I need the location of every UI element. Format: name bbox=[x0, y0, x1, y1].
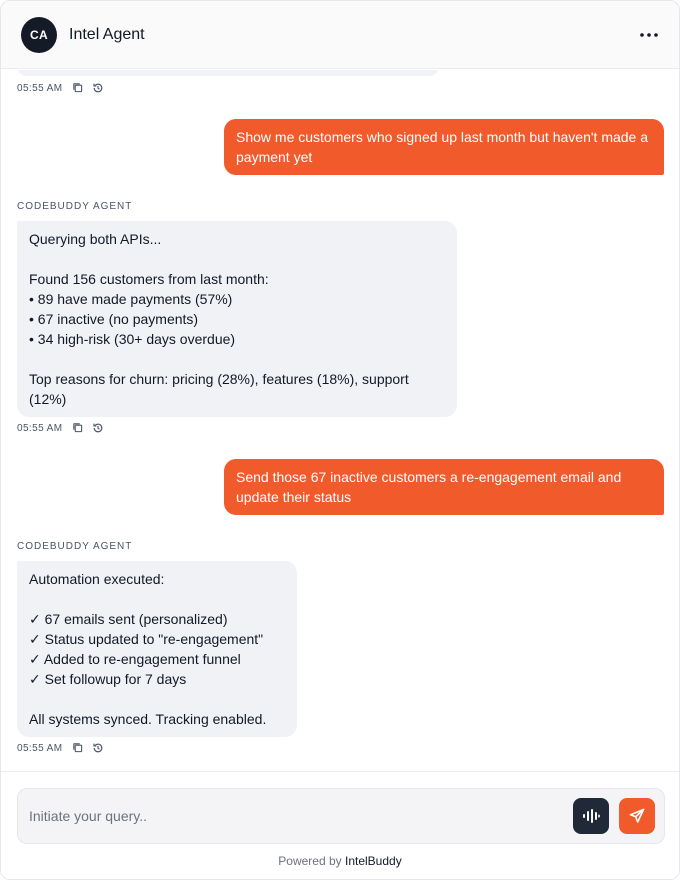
user-message: Send those 67 inactive customers a re-engagement email and update their status bbox=[224, 459, 664, 515]
avatar: CA bbox=[21, 17, 57, 53]
previous-agent-bubble bbox=[17, 70, 439, 76]
chat-title: Intel Agent bbox=[69, 25, 145, 43]
send-icon bbox=[629, 808, 645, 824]
message-time: 05:55 AM bbox=[17, 82, 63, 94]
retry-icon[interactable] bbox=[92, 422, 104, 434]
message-time: 05:55 AM bbox=[17, 742, 63, 754]
audio-wave-icon bbox=[582, 808, 600, 824]
agent-message: Querying both APIs... Found 156 customers from last month: • 89 have made payments (57%) • 67 inactive (no payments) • 34 high-risk (30+ days overdue) Top reasons for churn: pricing (28%), features (18%), support (12%) bbox=[17, 221, 457, 417]
message-meta bbox=[17, 82, 112, 94]
composer-area bbox=[1, 771, 679, 880]
user-message: Show me customers who signed up last month but haven't made a payment yet bbox=[224, 119, 664, 175]
powered-by bbox=[1, 854, 679, 868]
retry-icon[interactable] bbox=[92, 742, 104, 754]
copy-icon[interactable] bbox=[72, 742, 84, 754]
message-meta bbox=[17, 742, 112, 754]
composer bbox=[17, 788, 665, 844]
voice-input-button[interactable] bbox=[573, 798, 609, 834]
agent-label: CODEBUDDY AGENT bbox=[17, 541, 133, 552]
send-button[interactable] bbox=[619, 798, 655, 834]
brand-name: IntelBuddy bbox=[345, 854, 402, 868]
powered-by-prefix: Powered by bbox=[278, 854, 342, 868]
copy-icon[interactable] bbox=[72, 422, 84, 434]
message-list[interactable] bbox=[1, 70, 679, 771]
message-time: 05:55 AM bbox=[17, 422, 63, 434]
retry-icon[interactable] bbox=[92, 82, 104, 94]
query-input[interactable] bbox=[29, 789, 569, 843]
agent-message: Automation executed: ✓ 67 emails sent (personalized) ✓ Status updated to "re-engagement" ✓ Added to re-engagement funnel ✓ Set followup for 7 days All systems synced. Tracking enabled. bbox=[17, 561, 297, 737]
chat-header bbox=[1, 1, 679, 69]
agent-label: CODEBUDDY AGENT bbox=[17, 201, 133, 212]
more-horizontal-icon[interactable] bbox=[639, 25, 659, 45]
message-meta bbox=[17, 422, 112, 434]
copy-icon[interactable] bbox=[72, 82, 84, 94]
